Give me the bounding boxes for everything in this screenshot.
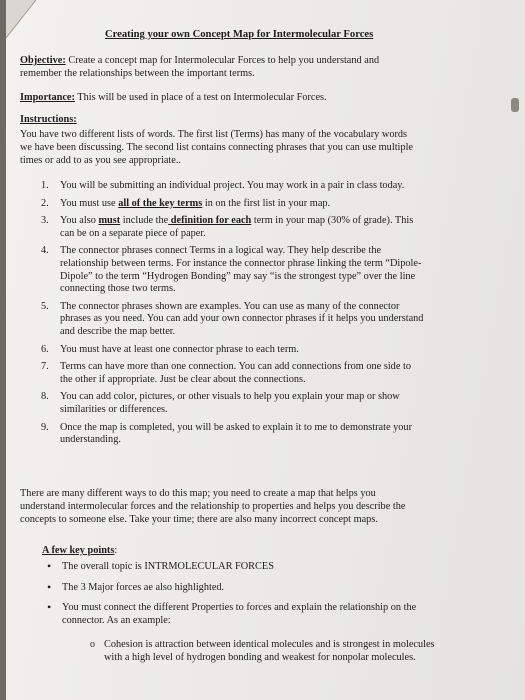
hollow-bullet-icon: o — [90, 639, 95, 650]
importance-paragraph — [20, 91, 327, 104]
list-item: 1. You will be submitting an individual project. You may work in a pair in class today. — [41, 180, 405, 191]
list-item: 2. You must use all of the key terms in on the first list in your map. — [41, 197, 331, 209]
importance-label: Importance: — [20, 92, 75, 103]
key-points-heading: A few key points: — [42, 545, 118, 556]
objective-text-2: remember the relationships between the important terms. — [20, 68, 255, 79]
hole-punch-mark — [511, 98, 519, 112]
list-item: 8. You can add color, pictures, or other visuals to help you explain your map or show similarities or differences. — [41, 391, 400, 415]
closing-paragraph: There are many different ways to do this map; you need to create a map that helps you understand intermolecular forces and the relationship to properties and helps you describe the concepts to someone else. Take your time; there are also many incorrect concept maps. — [20, 488, 406, 525]
bullet-icon: • — [47, 580, 52, 594]
list-item: 9. Once the map is completed, you will be asked to explain it to me to demonstrate your understanding. — [41, 421, 413, 446]
instructions-paragraph: You have two different lists of words. The first list (Terms) has many of the vocabulary words we have been discussing. The second list contains connecting phrases that you can use multiple times or add to as you see appropriate.. — [20, 129, 413, 166]
folded-corner-icon — [6, 0, 46, 50]
list-item: 6. You must have at least one connector phrase to each term. — [41, 343, 299, 355]
page-title: Creating your own Concept Map for Intermolecular Forces — [105, 29, 374, 40]
instructions-label: Instructions: — [20, 114, 77, 125]
objective-label: Objective: — [20, 55, 66, 66]
importance-text: This will be used in place of a test on Intermolecular Forces. — [74, 92, 327, 103]
list-item: 4. The connector phrases connect Terms in a logical way. They help describe the relationship between terms. For instance the connector phrase linking the term “Dipole- Dipole” to the term “Hydrogen Bonding” may say “is the strongest type” over the line connecting those two terms. — [41, 245, 422, 295]
list-item: 5. The connector phrases shown are examples. You can use as many of the connector phrases as you need. You can add your own connector phrases if it helps you understand and describe the map better. — [41, 300, 424, 337]
bullet-icon: • — [47, 600, 52, 614]
bullet-icon: • — [47, 559, 52, 573]
instructions-list — [20, 180, 490, 452]
objective-paragraph — [20, 54, 379, 80]
document-page: Creating your own Concept Map for Intermolecular Forces Objective: Create a concept map for Intermolecular Forces to help you understand and remember the relationships between the important terms. Importance: This will be used in place of a test on Intermolecular Forces. Instructions: You have two different lists of words. The first list (Terms) has many of the vocabulary words we have been discussing. The second list contains connecting phrases that you can use multiple times or add to as you see appropriate.. 1. You will be submitting an individual project. You may work in a pair in class today. 2. You must use all of the key terms in on the first list in your map. 3. You also must include the definition for each term in your map (30% of grade). This can be on a separate piece of paper. 4. The connector phrases connect Terms in a logical way. They help describe the relationship between terms. For instance the connector phrase linking the term “Dipole- Dipole” to the term “Hydrogen Bonding” may say “is the strongest type” over the line connecting those two terms. 5. The connector phrases shown are examples. You can use as many of the connector phrases as you need. You can add your own connector phrases if it helps you understand and describe the map better. 6. You must have at least one connector phrase to each term. 7. Terms can have more than one connection. You can add connections from one side to the other if appropriate. Just be clear about the connections. 8. You can add color, pictures, or other visuals to help you explain your map or show similarities or differences. 9. Once the map is completed, you will be asked to explain it to me to demonstrate your understanding. There are many different ways to do this map; you need to create a map that helps you understand intermolecular forces and the relationship to properties and helps you describe the concepts to someone else. Take your time; there are also many incorrect concept maps. A few key points: • The overall topic is INTRMOLECULAR FORCES • The 3 Major forces ae also highlighted. • You must connect the different Properties to forces and explain the relationship on the connector. As an example: o Cohesion is attraction between identical molecules and is strongest in molecules with a high level of hydrogen bonding and weakest for nonpolar molecules. — [6, 0, 525, 700]
list-item: 3. You also must include the definition for each term in your map (30% of grade). This can be on a separate piece of paper. — [41, 215, 414, 239]
objective-text: Create a concept map for Intermolecular Forces to help you understand and — [65, 55, 380, 66]
list-item: 7. Terms can have more than one connection. You can add connections from one side to the other if appropriate. Just be clear about the connections. — [41, 361, 411, 385]
